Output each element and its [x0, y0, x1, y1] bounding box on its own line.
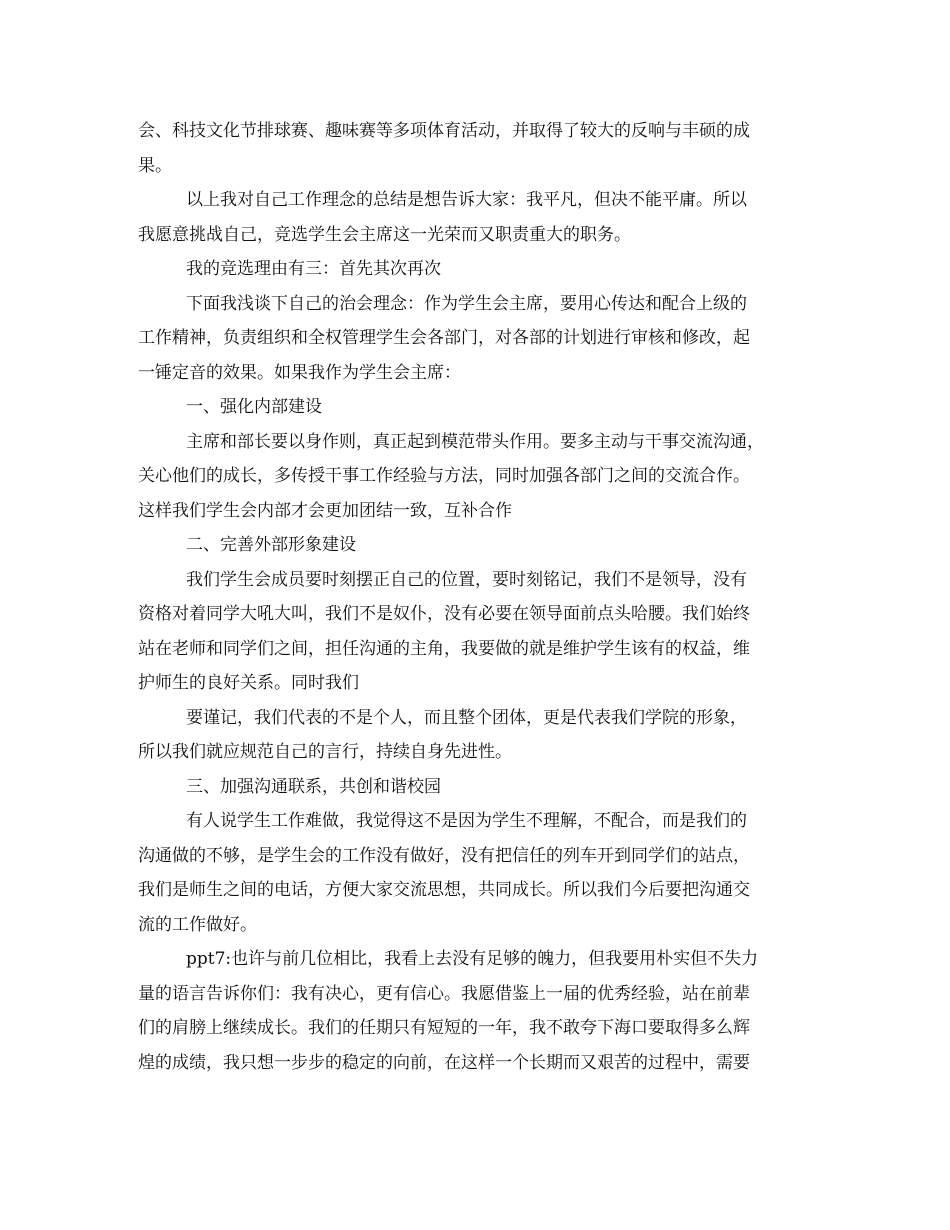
text-line: 我们是师生之间的电话，方便大家交流思想，共同成长。所以我们今后要把沟通交 — [138, 880, 750, 900]
text-line: 这样我们学生会内部才会更加团结一致，互补合作 — [138, 500, 512, 521]
text-line: 果。 — [138, 155, 172, 176]
text-line: 工作精神，负责组织和全权管理学生会各部门，对各部的计划进行审核和修改，起 — [138, 328, 750, 348]
text-line: 关心他们的成长，多传授干事工作经验与方法，同时加强各部门之间的交流合作。 — [138, 466, 750, 486]
text-line: 有人说学生工作难做，我觉得这不是因为学生不理解，不配合，而是我们的 — [186, 811, 747, 831]
text-line: 们的肩膀上继续成长。我们的任期只有短短的一年，我不敢夸下海口要取得多么辉 — [138, 1018, 750, 1038]
text-line: 我们学生会成员要时刻摆正自己的位置，要时刻铭记，我们不是领导，没有 — [186, 569, 747, 590]
text-line: 要谨记，我们代表的不是个人，而且整个团体，更是代表我们学院的形象， — [186, 707, 747, 728]
text-line: 沟通做的不够，是学生会的工作没有做好，没有把信任的列车开到同学们的站点， — [138, 845, 750, 866]
text-line: 我的竞选理由有三：首先其次再次 — [186, 259, 441, 279]
text-line: 一、强化内部建设 — [186, 397, 322, 417]
text-line: 量的语言告诉你们：我有决心，更有信心。我愿借鉴上一届的优秀经验，站在前辈 — [138, 983, 750, 1004]
text-line: 站在老师和同学们之间，担任沟通的主角，我要做的就是维护学生该有的权益，维 — [138, 638, 750, 659]
text-line: 煌的成绩，我只想一步步的稳定的向前，在这样一个长期而又艰苦的过程中，需要 — [138, 1052, 750, 1073]
text-line: 流的工作做好。 — [138, 914, 257, 935]
text-line: 所以我们就应规范自己的言行，持续自身先进性。 — [138, 742, 512, 762]
text-line: 三、加强沟通联系，共创和谐校园 — [186, 776, 441, 797]
text-line: 一锤定音的效果。如果我作为学生会主席： — [138, 362, 461, 383]
text-line: 下面我浅谈下自己的治会理念：作为学生会主席，要用心传达和配合上级的 — [186, 293, 747, 314]
text-line: 资格对着同学大吼大叫，我们不是奴仆，没有必要在领导面前点头哈腰。我们始终 — [138, 604, 750, 624]
text-line: 二、完善外部形象建设 — [186, 535, 356, 555]
text-line: ppt7:也许与前几位相比，我看上去没有足够的魄力，但我要用朴实但不失力 — [186, 949, 759, 969]
text-line: 主席和部长要以身作则，真正起到模范带头作用。要多主动与干事交流沟通， — [186, 431, 764, 452]
document-body — [138, 114, 818, 1080]
text-line: 以上我对自己工作理念的总结是想告诉大家：我平凡，但决不能平庸。所以 — [186, 190, 747, 210]
text-line: 我愿意挑战自己，竞选学生会主席这一光荣而又职责重大的职务。 — [138, 224, 631, 245]
text-line: 会、科技文化节排球赛、趣味赛等多项体育活动，并取得了较大的反响与丰硕的成 — [138, 121, 750, 141]
text-line: 护师生的良好关系。同时我们 — [138, 673, 359, 693]
